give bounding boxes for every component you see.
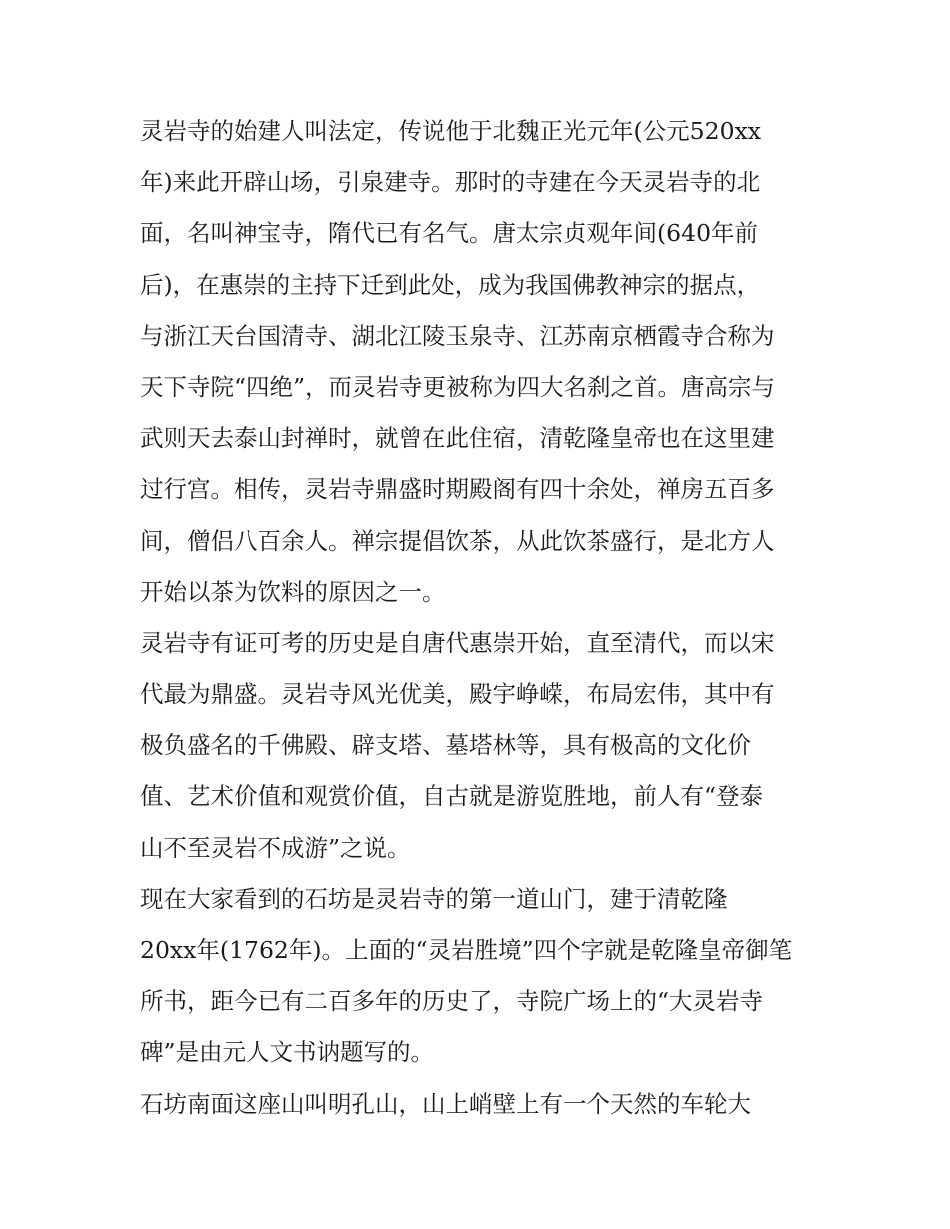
text-line: 20xx年(1762年)。上面的“灵岩胜境”四个字就是乾隆皇帝御笔 [140,936,793,964]
text-line: 值、艺术价值和观赏价值，自古就是游览胜地，前人有“登泰 [140,782,764,811]
text-line: 现在大家看到的石坊是灵岩寺的第一道山门，建于清乾隆 [140,884,728,913]
text-line: 面，名叫神宝寺，隋代已有名气。唐太宗贞观年间(640年前 [140,219,759,248]
text-line: 灵岩寺有证可考的历史是自唐代惠崇开始，直至清代，而以宋 [140,628,775,657]
text-line: 所书，距今已有二百多年的历史了，寺院广场上的“大灵岩寺 [140,987,764,1016]
text-line: 代最为鼎盛。灵岩寺风光优美，殿宇峥嵘，布局宏伟，其中有 [140,680,775,709]
text-line: 与浙江天台国清寺、湖北江陵玉泉寺、江苏南京栖霞寺合称为 [140,321,775,350]
paragraph-3 [140,874,815,1079]
paragraph-1 [140,106,815,618]
text-line: 开始以茶为饮料的原因之一。 [140,577,446,606]
text-line: 间，僧侣八百余人。禅宗提倡饮茶，从此饮茶盛行，是北方人 [140,526,775,555]
document-body [140,106,815,1130]
text-line: 灵岩寺的始建人叫法定，传说他于北魏正光元年(公元520xx [140,117,762,145]
text-line: 极负盛名的千佛殿、辟支塔、墓塔林等，具有极高的文化价 [140,731,751,760]
text-line: 年)来此开辟山场，引泉建寺。那时的寺建在今天灵岩寺的北 [140,168,761,197]
text-line: 武则天去泰山封禅时，就曾在此住宿，清乾隆皇帝也在这里建 [140,424,775,453]
paragraph-4 [140,1079,815,1130]
text-line: 过行宫。相传，灵岩寺鼎盛时期殿阁有四十余处，禅房五百多 [140,475,775,504]
text-line: 山不至灵岩不成游”之说。 [140,833,411,862]
text-line: 天下寺院“四绝”，而灵岩寺更被称为四大名刹之首。唐高宗与 [140,372,776,401]
text-line: 碑”是由元人文书讷题写的。 [140,1038,435,1067]
text-line: 后)，在惠崇的主持下迁到此处，成为我国佛教神宗的据点， [140,270,761,299]
paragraph-2 [140,618,815,874]
text-line: 石坊南面这座山叫明孔山，山上峭壁上有一个天然的车轮大 [140,1089,751,1118]
